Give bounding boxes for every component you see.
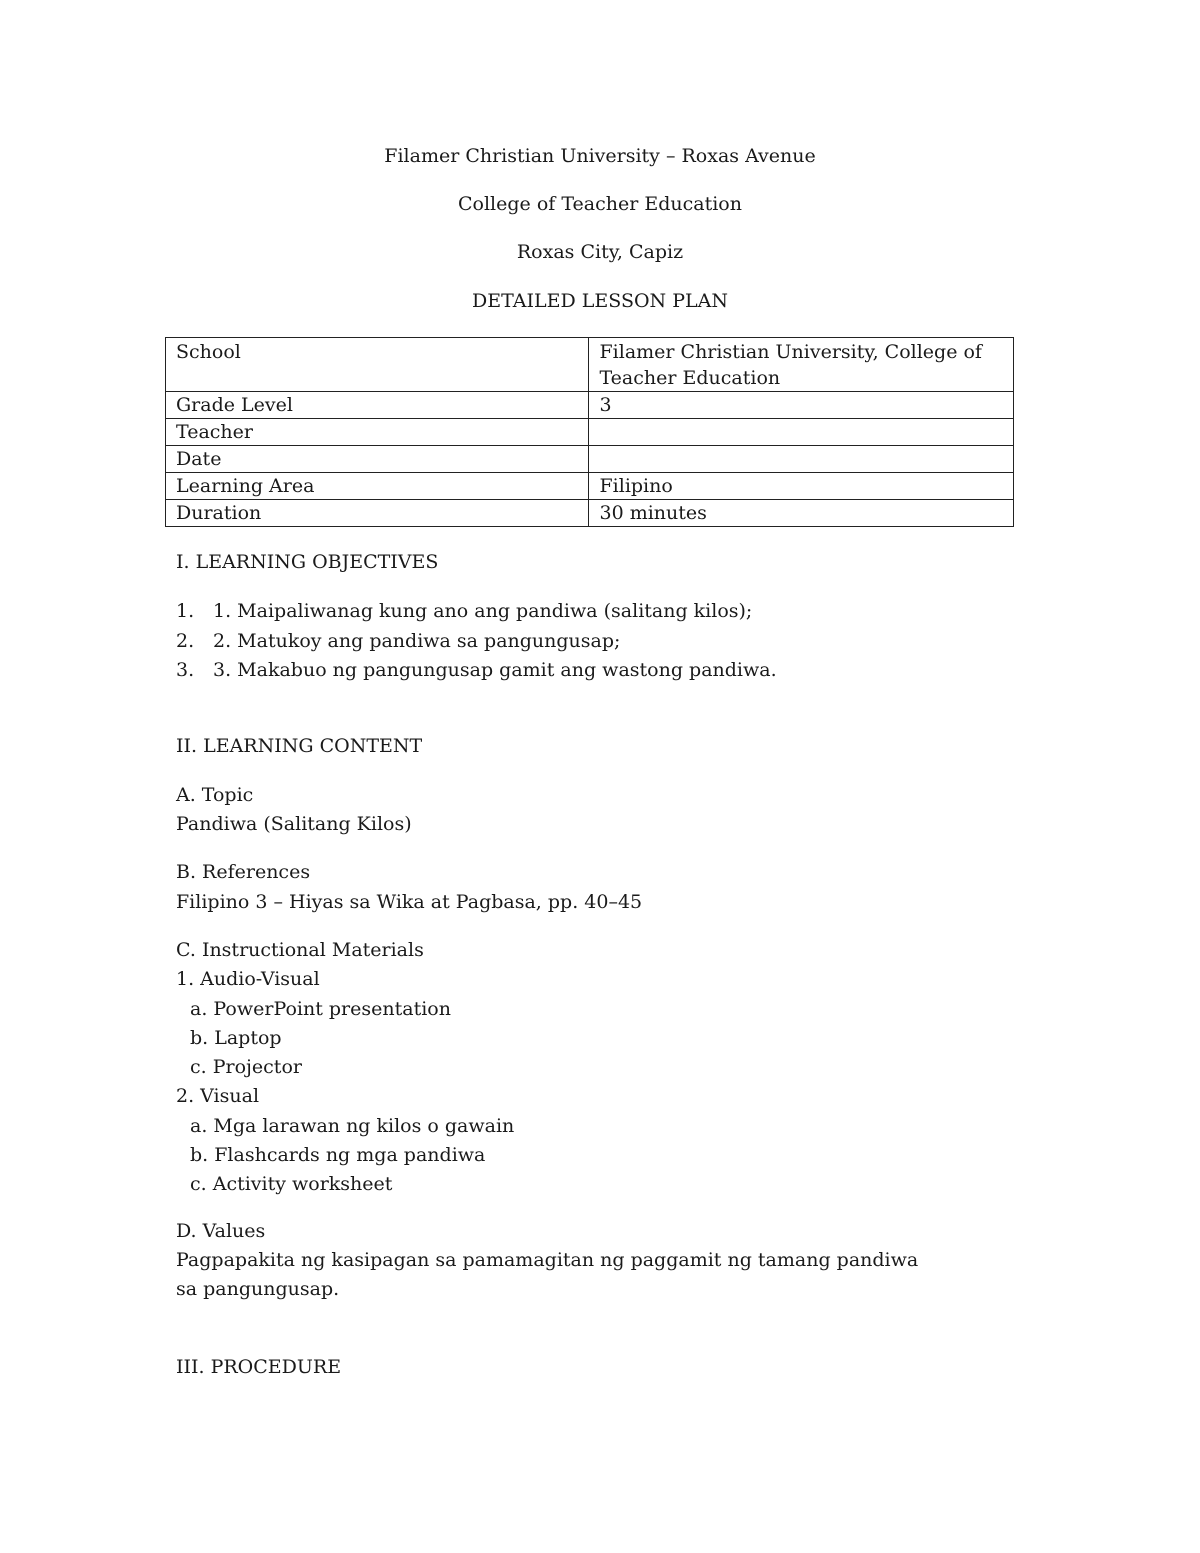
objectives-list [176,597,777,686]
date-value [589,446,1014,473]
materials-label: C. Instructional Materials [176,939,424,961]
list-item: b. Laptop [190,1026,282,1049]
table-row [166,500,1014,527]
procedure-heading: III. PROCEDURE [176,1356,342,1378]
list-item: c. Activity worksheet [190,1173,393,1196]
learning-area-label: Learning Area [166,473,589,500]
list-item: b. Flashcards ng mga pandiwa [190,1144,486,1167]
teacher-value [589,419,1014,446]
table-row [166,392,1014,419]
school-value: Filamer Christian University, College of Teacher Education [589,338,1014,392]
duration-label: Duration [166,500,589,527]
visual-label: 2. Visual [176,1085,260,1108]
list-item: a. PowerPoint presentation [190,997,451,1020]
city-name: Roxas City, Capiz [516,241,684,263]
university-name: Filamer Christian University – Roxas Avenue [384,145,816,167]
objective-text: 3. Makabuo ng pangungusap gamit ang wastong pandiwa. [213,659,777,681]
list-number: 2. [176,629,195,652]
list-item [176,656,777,686]
lesson-info-table [165,337,1014,527]
values-text: Pagpapakita ng kasipagan sa pamamagitan ng paggamit ng tamang pandiwa sa pangungusap. [176,1249,919,1300]
table-row [166,446,1014,473]
audio-visual-label: 1. Audio-Visual [176,968,320,991]
grade-level-value: 3 [589,392,1014,419]
list-number: 1. [176,600,195,622]
list-number: 3. [176,659,195,681]
list-item: c. Projector [190,1056,302,1079]
table-row [166,338,1014,392]
table-row [166,419,1014,446]
school-label: School [166,338,589,392]
list-item: a. Mga larawan ng kilos o gawain [190,1114,515,1137]
document-title: DETAILED LESSON PLAN [472,290,728,312]
list-item [176,627,777,657]
references-text: Filipino 3 – Hiyas sa Wika at Pagbasa, pp. 40–45 [176,891,643,913]
duration-value: 30 minutes [589,500,1014,527]
table-row [166,473,1014,500]
teacher-label: Teacher [166,419,589,446]
grade-level-label: Grade Level [166,392,589,419]
materials-section [176,936,514,1200]
references-label: B. References [176,861,311,883]
objective-text: 1. Maipaliwanag kung ano ang pandiwa (salitang kilos); [213,600,753,622]
learning-area-value: Filipino [589,473,1014,500]
topic-label: A. Topic [176,784,254,806]
values-label: D. Values [176,1220,266,1242]
objectives-heading: I. LEARNING OBJECTIVES [176,551,439,573]
content-heading: II. LEARNING CONTENT [176,735,423,757]
college-name: College of Teacher Education [458,193,742,215]
date-label: Date [166,446,589,473]
list-item [176,597,777,627]
topic-text: Pandiwa (Salitang Kilos) [176,813,412,835]
objective-text: 2. Matukoy ang pandiwa sa pangungusap; [213,629,621,652]
